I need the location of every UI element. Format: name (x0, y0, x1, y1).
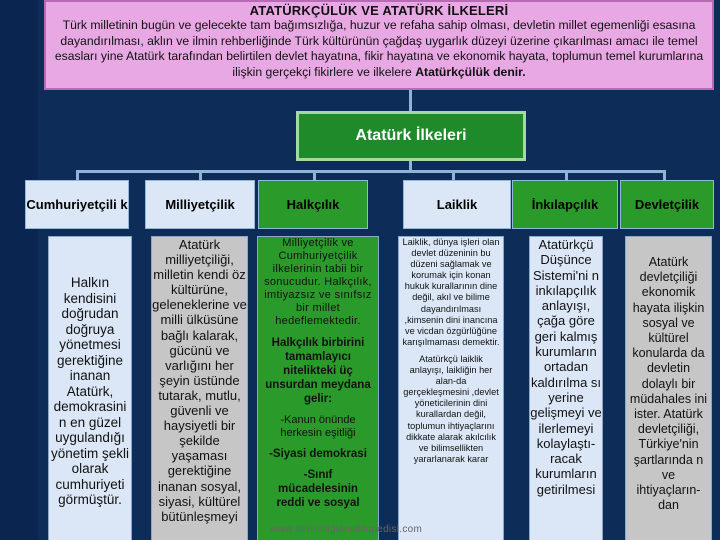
heading-cumhuriyetcilik (25, 180, 129, 229)
column-text: Milliyetçilik ve Cumhuriyetçilik ilkelerinin tabii bir sonucudur. Halkçılık, imtiyazsız ve sınıfsız bir millet hedeflemektedir. (264, 237, 372, 327)
column-inkilapcilik (529, 236, 603, 540)
connector-bar (76, 170, 666, 173)
intro-bold-term: Atatürkçülük denir. (415, 64, 526, 79)
column-devletcilik (625, 236, 712, 540)
column-halkcilik (257, 236, 379, 540)
heading-laiklik (403, 180, 511, 229)
heading-halkcilik (258, 180, 368, 229)
heading-label: Halkçılık (286, 196, 340, 212)
left-edge-bar (0, 0, 38, 540)
heading-label: Cumhuriyetçili k (26, 196, 128, 212)
column-text-bold: -Siyasi demokrasi (269, 448, 367, 460)
column-milliyetcilik (151, 236, 248, 540)
column-text-bold: -Sınıf mücadelesinin reddi ve sosyal (276, 469, 360, 509)
connector-drop-3 (313, 170, 316, 180)
heading-label: Laiklik (436, 196, 478, 212)
intro-body: Türk milletinin bugün ve gelecekte tam bağımsızlığa, huzur ve refaha sahip olması, devletin millet egemenliği esasına dayandırılması, aklın ve ilmin rehberliğinde Türk kültürünün çağdaş uygarlık düzeyi üzerine çıkarılması amacı ile temel esasları yine Atatürk tarafından belirtilen devlet hayatına, fikir hayatına ve ekonomik hayata, toplumun temel kurumlarına ilişkin gerçekçi fikirlere ve ilkelere (54, 18, 704, 79)
watermark: www.derinbilgiansiklopedisi.com (270, 524, 423, 535)
intro-title: ATATÜRKÇÜLÜK VE ATATÜRK İLKELERİ (249, 3, 509, 18)
heading-inkilapcilik (512, 180, 618, 229)
column-text: Atatürkçü laiklik anlayışı, laikliğin her alan-da gerçekleşmesini ,devlet yöneticilerinin dini kurallardan değil, toplumun ihtiyaçlarını dikkate alarak akılcılık ve bilimsellikten yararlanarak karar (403, 353, 499, 464)
intro-box (44, 0, 714, 90)
heading-label: Devletçilik (634, 196, 700, 212)
column-text: Atatürkçü Düşünce Sistemi'ni n inkılapçılık anlayışı, çağa göre geri kalmış kurumların ortadan kaldırılma sı yerine gelişmeyi ve ilerlemeyi kolaylaştı-racak kurumların getirilmesi (530, 237, 602, 497)
connector-drop-4 (452, 170, 455, 180)
principles-title: Atatürk İlkeleri (355, 127, 467, 144)
column-laiklik (398, 236, 504, 540)
principles-title-box (296, 111, 526, 161)
connector-drop-1 (76, 170, 79, 180)
column-text: -Kanun önünde herkesin eşitliği (280, 414, 356, 439)
heading-milliyetcilik (145, 180, 255, 229)
intro-text (52, 18, 706, 80)
column-text-bold: Halkçılık birbirini tamamlayıcı nitelikteki üç unsurdan meydana gelir: (265, 337, 371, 405)
connector-drop-5 (565, 170, 568, 180)
heading-label: İnkılapçılık (531, 196, 599, 212)
heading-label: Milliyetçilik (165, 196, 235, 212)
connector-top (409, 90, 412, 111)
connector-drop-6 (663, 170, 666, 180)
column-cumhuriyetcilik (48, 236, 132, 540)
heading-devletcilik (620, 180, 714, 229)
connector-drop-2 (199, 170, 202, 180)
column-text: Halkın kendisini doğrudan doğruya yönetmesi gerektiğine inanan Atatürk, demokrasini n en güzel uygulandığı yönetim şekli olarak cumhuriyeti görmüştür. (50, 275, 130, 507)
column-text: Atatürk milliyetçiliği, milletin kendi öz kültürüne, geleneklerine ve milli ülküsüne bağlı kalarak, gücünü ve varlığını her şeyin üstünde tutarak, mutlu, güvenli ve haysiyetli bir şekilde yaşaması gerektiğine inanan sosyal, siyasi, kültürel bütünleşmeyi (152, 237, 247, 524)
column-text: Atatürk devletçiliği ekonomik hayata ilişkin sosyal ve kültürel konularda da devletin dolaylı bir müdahales ini ister. Atatürk devletçiliği, Türkiye'nin şartlarında n ve ihtiyaçların-dan (629, 255, 708, 513)
column-text: Laiklik, dünya işleri olan devlet düzeninin bu düzeni sağlamak ve korumak için konan hukuk kurallarının dine değil, akıl ve bilime dayandırılması ,kimsenin dini inancına ve vicdan özgürlüğüne karışılmaması demektir. (402, 237, 500, 347)
